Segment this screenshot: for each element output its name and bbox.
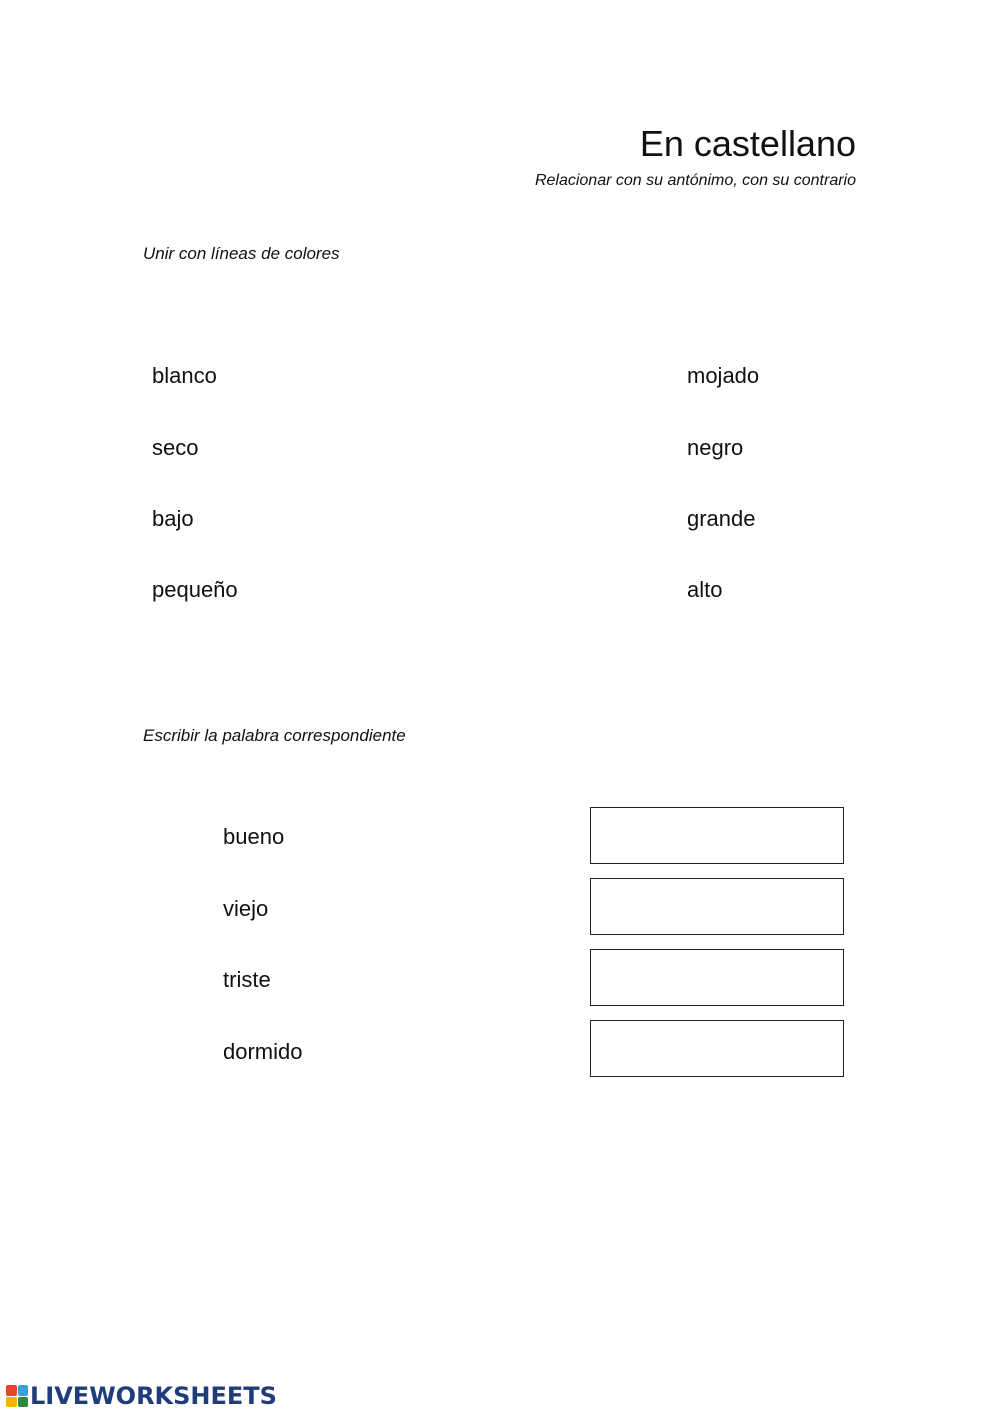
- logo-square-icon: [6, 1397, 17, 1408]
- write-word: bueno: [223, 824, 285, 849]
- write-instruction: Escribir la palabra correspondiente: [143, 726, 406, 745]
- liveworksheets-logo-icon: [6, 1385, 28, 1407]
- match-left-word[interactable]: pequeño: [152, 577, 238, 602]
- match-right-word[interactable]: negro: [687, 435, 744, 460]
- match-left-word[interactable]: seco: [152, 435, 199, 460]
- liveworksheets-logo: [6, 1381, 277, 1411]
- write-word: triste: [223, 967, 271, 992]
- answer-box[interactable]: [590, 949, 844, 1006]
- match-left-word[interactable]: bajo: [152, 506, 194, 531]
- page-subtitle: Relacionar con su antónimo, con su contrario: [534, 172, 856, 189]
- match-right-word[interactable]: mojado: [687, 363, 760, 388]
- match-instruction: Unir con líneas de colores: [143, 244, 340, 263]
- logo-text: LIVEWORKSHEETS: [30, 1382, 277, 1410]
- logo-square-icon: [6, 1385, 17, 1396]
- logo-square-icon: [18, 1385, 29, 1396]
- match-left-word[interactable]: blanco: [152, 363, 217, 388]
- answer-box[interactable]: [590, 1020, 844, 1077]
- logo-square-icon: [18, 1397, 29, 1408]
- answer-box[interactable]: [590, 807, 844, 864]
- answer-box[interactable]: [590, 878, 844, 935]
- match-right-word[interactable]: grande: [687, 506, 756, 531]
- page-title: En castellano: [639, 123, 856, 164]
- match-right-word[interactable]: alto: [687, 577, 723, 602]
- write-word: dormido: [223, 1039, 303, 1064]
- write-word: viejo: [223, 896, 269, 921]
